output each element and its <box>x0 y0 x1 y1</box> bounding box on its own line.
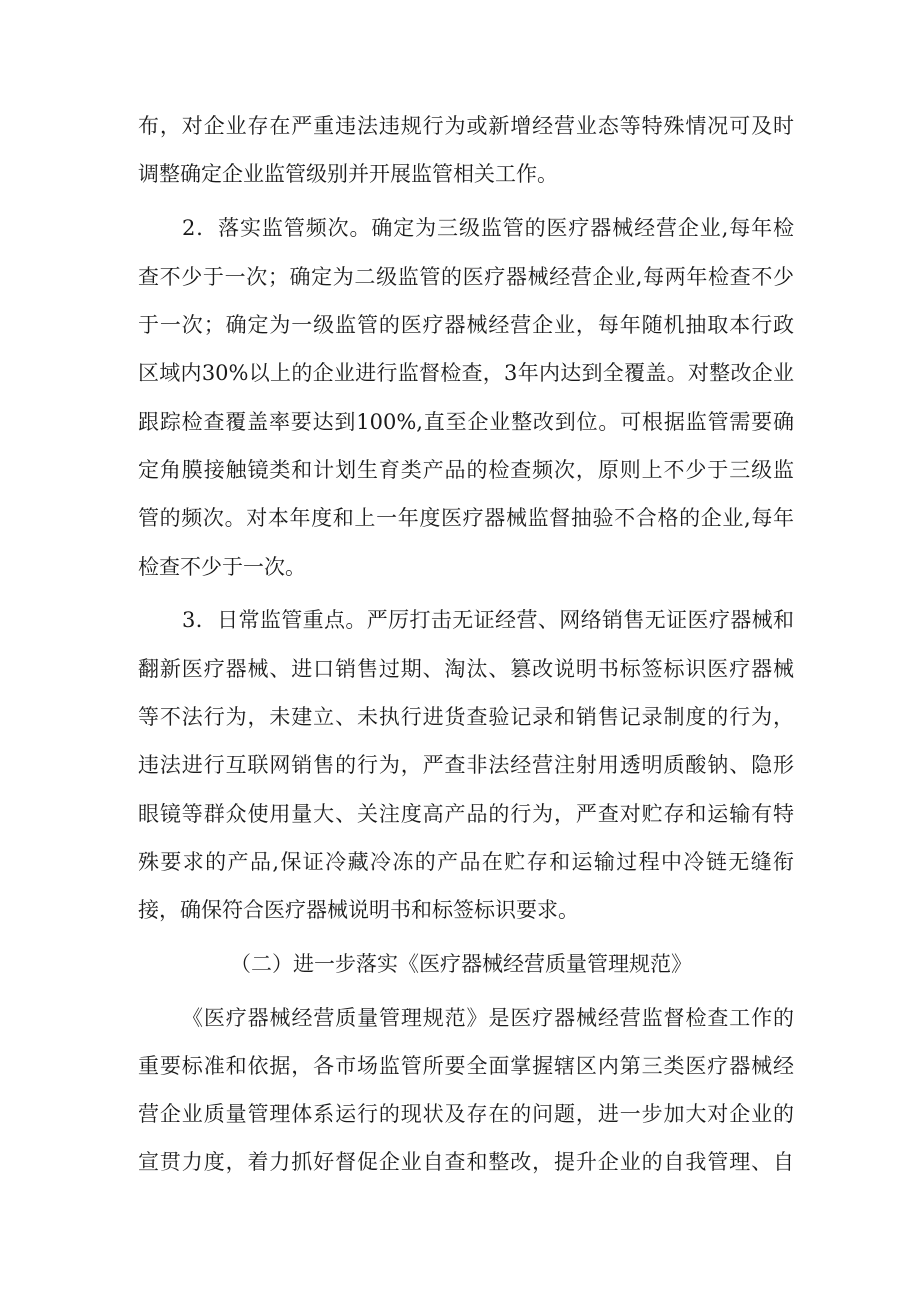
text-line: 检查不少于一次。 <box>138 555 306 579</box>
text-line: 眼镜等群众使用量大、关注度高产品的行为，严查对贮存和运输有特 <box>138 802 794 826</box>
text-line: 重要标准和依据，各市场监管所要全面掌握辖区内第三类医疗器械经 <box>138 1054 794 1078</box>
text-line: 区域内30%以上的企业进行监督检查，3年内达到全覆盖。对整改企业 <box>138 361 794 385</box>
section-heading: （二）进一步落实《医疗器械经营质量管理规范》 <box>230 952 692 976</box>
text-line: 宣贯力度，着力抓好督促企业自查和整改，提升企业的自我管理、自 <box>138 1150 794 1174</box>
text-line: 调整确定企业监管级别并开展监管相关工作。 <box>138 162 558 186</box>
text-line: 营企业质量管理体系运行的现状及存在的问题，进一步加大对企业的 <box>138 1102 794 1126</box>
text-line: 等不法行为，未建立、未执行进货查验记录和销售记录制度的行为， <box>138 705 794 729</box>
text-line: 管的频次。对本年度和上一年度医疗器械监督抽验不合格的企业,每年 <box>138 506 794 530</box>
text-line: 于一次；确定为一级监管的医疗器械经营企业，每年随机抽取本行政 <box>138 313 794 337</box>
text-line: 定角膜接触镜类和计划生育类产品的检查频次，原则上不少于三级监 <box>138 458 794 482</box>
text-line: 违法进行互联网销售的行为，严查非法经营注射用透明质酸钠、隐形 <box>138 753 794 777</box>
text-line: 翻新医疗器械、进口销售过期、淘汰、篡改说明书标签标识医疗器械 <box>138 657 794 681</box>
text-line: 2．落实监管频次。确定为三级监管的医疗器械经营企业,每年检 <box>182 216 794 240</box>
text-line: 查不少于一次；确定为二级监管的医疗器械经营企业,每两年检查不少 <box>138 265 794 289</box>
text-line: 殊要求的产品,保证冷藏冷冻的产品在贮存和运输过程中冷链无缝衔 <box>138 850 794 874</box>
text-line: 接，确保符合医疗器械说明书和标签标识要求。 <box>138 898 579 922</box>
text-line: 3．日常监管重点。严厉打击无证经营、网络销售无证医疗器械和 <box>182 608 794 632</box>
text-line: 布，对企业存在严重违法违规行为或新增经营业态等特殊情况可及时 <box>138 114 794 138</box>
text-line: 《医疗器械经营质量管理规范》是医疗器械经营监督检查工作的 <box>182 1006 794 1030</box>
text-line: 跟踪检查覆盖率要达到100%,直至企业整改到位。可根据监管需要确 <box>138 410 794 434</box>
